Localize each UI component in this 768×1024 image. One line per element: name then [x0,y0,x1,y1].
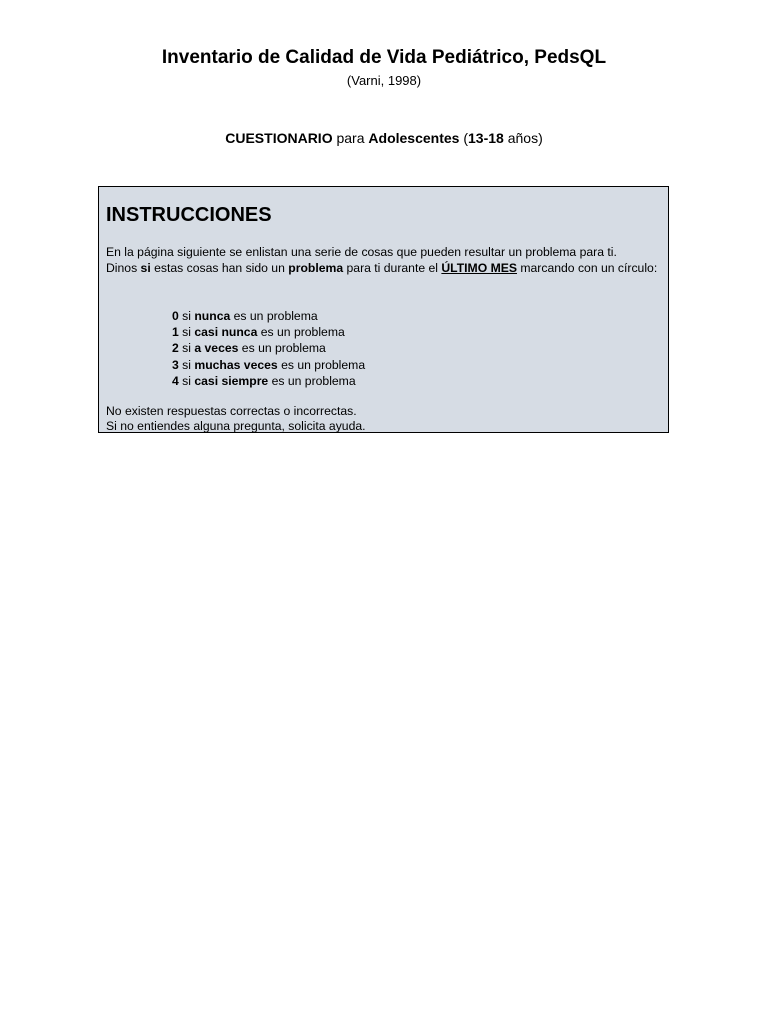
response-scale [172,308,365,389]
scale-si: si [178,309,195,323]
scale-row [172,340,365,356]
instructions-line-1: En la página siguiente se enlistan una serie de cosas que pueden resultar un problema para ti. [106,245,617,259]
instructions-paragraph [106,244,658,276]
scale-rest: es un problema [230,309,318,323]
subtitle-audience: Adolescentes [368,130,460,146]
scale-label: casi nunca [194,325,258,340]
scale-number: 4 [172,373,179,388]
subtitle-open-paren: ( [459,130,469,146]
scale-rest: es un problema [238,341,326,356]
para-text-g: marcando con un círculo: [516,261,658,275]
footer-line-2: Si no entiendes alguna pregunta, solicita ayuda. [106,418,366,433]
scale-label: a veces [194,341,239,356]
scale-label: nunca [194,309,231,323]
scale-rest: es un problema [257,325,345,340]
instructions-box [98,186,669,433]
scale-si: si [178,357,195,372]
para-text-a: Dinos [106,261,141,275]
para-text-e: para ti durante el [343,261,442,275]
scale-number: 1 [172,325,179,340]
scale-number: 2 [172,341,179,356]
page-title: Inventario de Calidad de Vida Pediátrico, PedsQL [161,47,607,68]
citation: (Varni, 1998) [346,73,422,88]
subtitle-age-range: 13-18 [468,130,504,146]
scale-si: si [178,325,195,340]
instructions-line-2 [106,260,658,276]
scale-si: si [178,373,195,388]
para-text-problema: problema [288,261,344,275]
scale-number: 0 [172,309,179,323]
scale-rest: es un problema [268,373,356,388]
scale-label: casi siempre [194,373,269,388]
subtitle-years: años) [503,130,543,146]
scale-si: si [178,341,195,356]
instructions-footer [106,404,366,433]
subtitle-questionnaire: CUESTIONARIO [225,130,333,146]
scale-row [172,357,365,373]
subtitle-para: para [332,130,369,146]
scale-number: 3 [172,357,179,372]
questionnaire-subtitle [0,129,768,147]
scale-label: muchas veces [194,357,278,372]
para-text-ultimo-mes: ÚLTIMO MES [441,261,517,275]
para-text-si: si [140,261,151,275]
instructions-heading: INSTRUCCIONES [106,204,272,226]
scale-row [172,324,365,340]
scale-rest: es un problema [277,357,366,372]
scale-row [172,308,365,324]
footer-line-1: No existen respuestas correctas o incorrectas. [106,404,357,418]
scale-row [172,373,365,389]
para-text-c: estas cosas han sido un [150,261,289,275]
